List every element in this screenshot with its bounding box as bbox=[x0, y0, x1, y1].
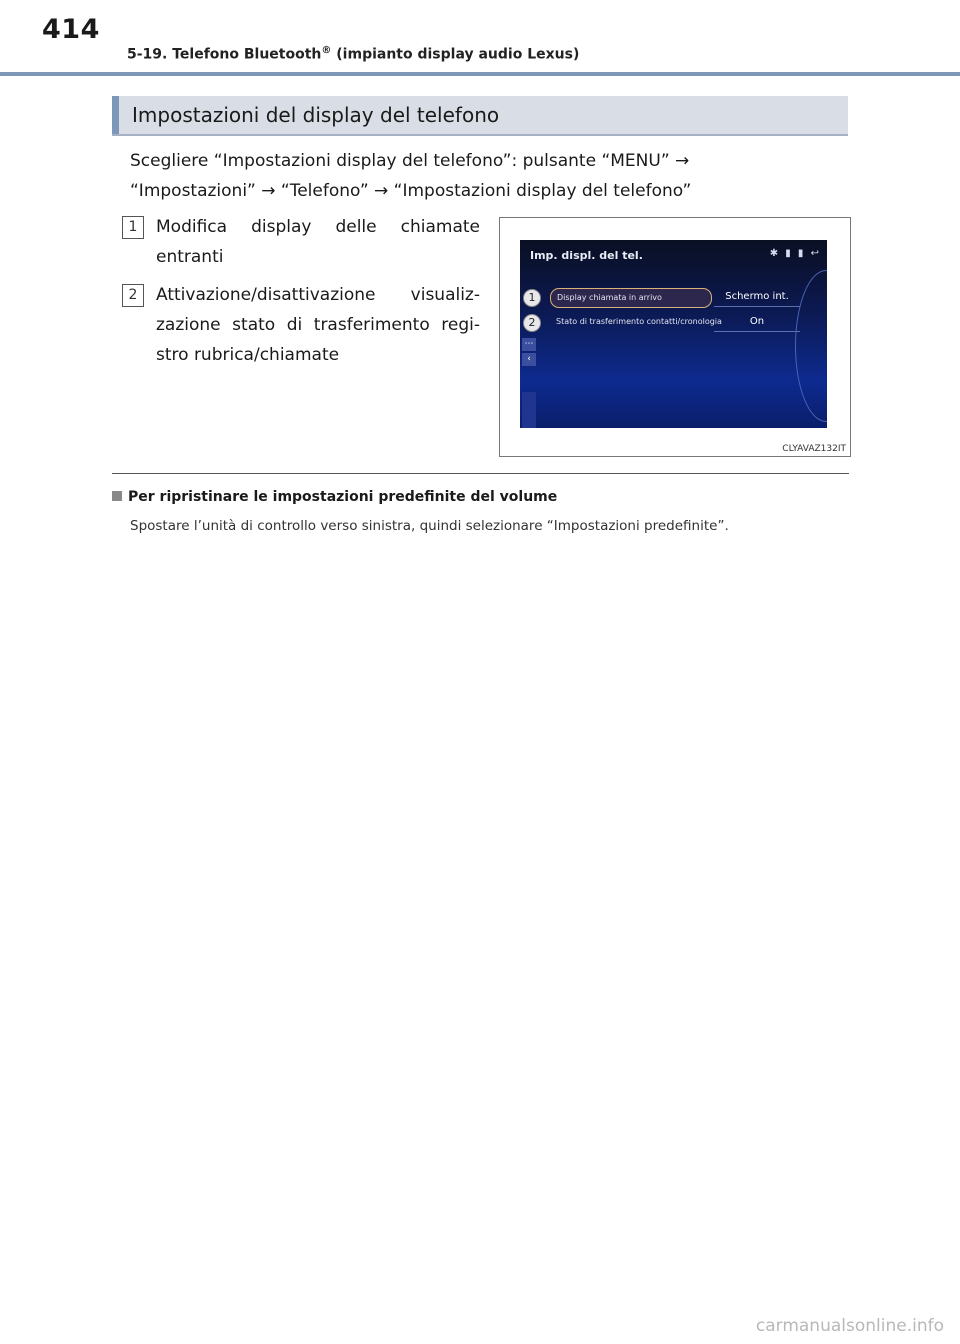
intro-line-2: “Impostazioni” → “Telefono” → “Impostazioni display del telefono” bbox=[130, 181, 692, 201]
callout-1: 1 bbox=[523, 289, 541, 307]
chapter-title bbox=[127, 45, 579, 63]
figure-code: CLYAVAZ132IT bbox=[782, 444, 846, 454]
watermark: carmanualsonline.info bbox=[755, 1316, 944, 1336]
square-bullet-icon bbox=[112, 491, 122, 501]
status-icons: ✱ ▮ ▮ ↩ bbox=[769, 248, 821, 259]
item-number: 1 bbox=[122, 216, 144, 239]
divider bbox=[112, 473, 849, 474]
section-header bbox=[112, 96, 848, 136]
screenshot-figure bbox=[499, 217, 851, 457]
callout-2: 2 bbox=[523, 314, 541, 332]
intro-text bbox=[130, 146, 850, 206]
intro-line-1: Scegliere “Impostazioni display del telefono”: pulsante “MENU” → bbox=[130, 151, 690, 171]
header-rule bbox=[0, 72, 960, 76]
back-arrow-icon[interactable]: ‹ bbox=[522, 353, 536, 366]
note-heading bbox=[112, 489, 557, 505]
row-value[interactable]: Schermo int. bbox=[714, 288, 800, 307]
section-accent bbox=[112, 96, 119, 134]
row-label[interactable]: Stato di trasferimento contatti/cronologia bbox=[556, 317, 722, 326]
note-body: Spostare l’unità di controllo verso sinistra, quindi selezionare “Impostazioni predefinite”. bbox=[130, 518, 729, 534]
note-heading-text: Per ripristinare le impostazioni predefinite del volume bbox=[128, 489, 558, 505]
more-icon[interactable]: ⋯ bbox=[522, 338, 536, 351]
item-number: 2 bbox=[122, 284, 144, 307]
page-number: 414 bbox=[42, 14, 100, 45]
item-text: Modifica display delle chiamate entranti bbox=[156, 217, 480, 267]
section-title: Impostazioni del display del telefono bbox=[132, 103, 500, 127]
row-value[interactable]: On bbox=[714, 313, 800, 332]
chapter-title-prefix: 5-19. Telefono Bluetooth bbox=[127, 46, 322, 63]
display-screen bbox=[520, 240, 827, 428]
side-strip bbox=[522, 392, 536, 428]
chapter-title-suffix: (impianto display audio Lexus) bbox=[331, 46, 580, 63]
row-label[interactable]: Display chiamata in arrivo bbox=[550, 288, 712, 308]
item-text: Attivazione/disattivazione visualiz-zazione stato di trasferimento regi-stro rubrica/chiamate bbox=[156, 285, 480, 365]
screen-title: Imp. displ. del tel. bbox=[530, 249, 643, 262]
registered-mark: ® bbox=[321, 45, 332, 56]
list-item bbox=[122, 280, 480, 370]
list-item bbox=[122, 212, 480, 272]
